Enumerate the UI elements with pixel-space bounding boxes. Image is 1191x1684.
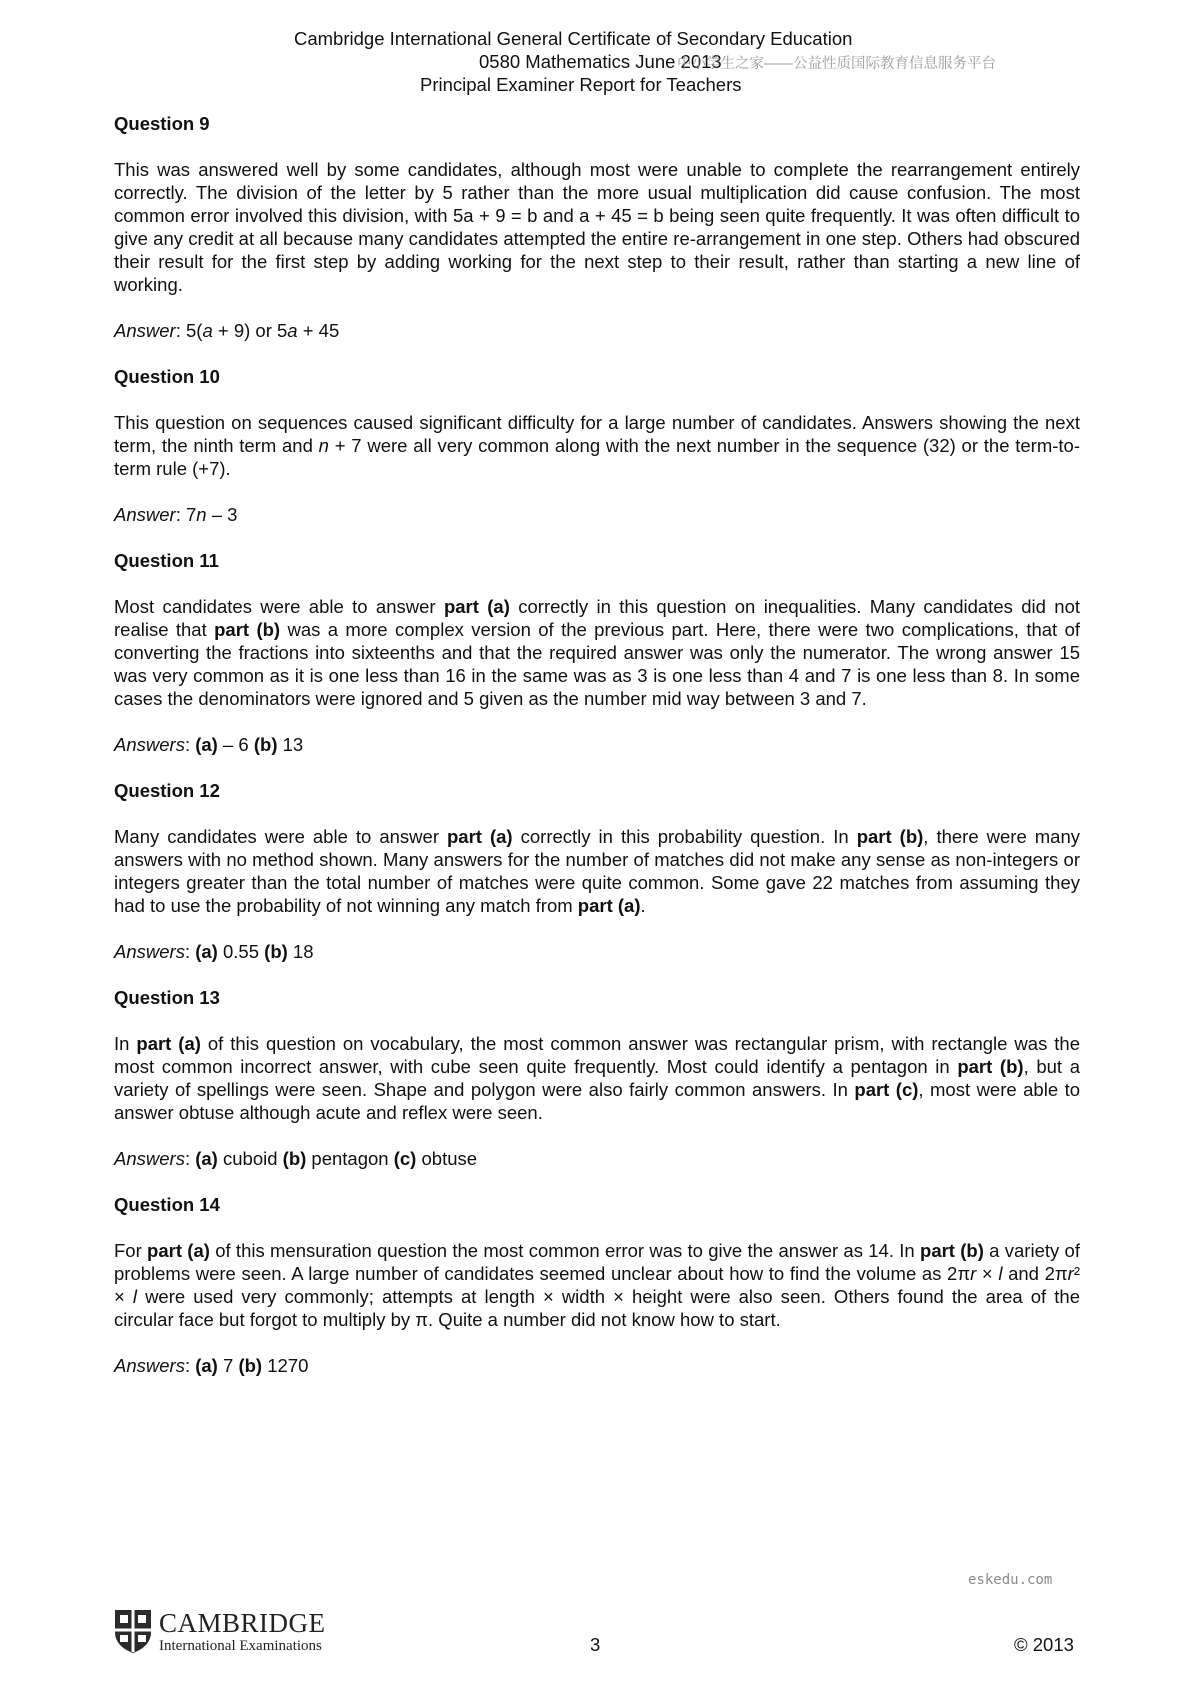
question-commentary	[114, 595, 1080, 710]
answer-label: Answers	[114, 734, 185, 755]
text-run: This was answered well by some candidates, although most were unable to complete the rearrangement entirely correctly. The division of the letter by 5 rather than the more usual multiplication did cause confusion. The most common error involved this division, with 5a + 9 = b and a + 45 = b being seen quite frequently. It was often difficult to give any credit at all because many candidates attempted the entire re-arrangement in one step. Others had obscured their result for the first step by adding working for the next step to their result, rather than starting a new line of working.	[114, 159, 1080, 295]
bold-run: (a)	[195, 734, 218, 755]
question-commentary	[114, 1032, 1080, 1124]
bold-run: (b)	[264, 941, 288, 962]
text-run: of this mensuration question the most common error was to give the answer as 14. In	[209, 1240, 921, 1261]
answer-line	[114, 1147, 1080, 1170]
text-run: ² ×	[114, 1263, 1080, 1307]
answer-label: Answers	[114, 1355, 185, 1376]
bold-run: part (a)	[577, 895, 641, 916]
italic-run: n	[196, 504, 207, 525]
bold-run: part (b)	[214, 619, 281, 640]
italic-run: l	[132, 1286, 137, 1307]
italic-run: a	[202, 320, 213, 341]
text-run: cuboid	[217, 1148, 283, 1169]
question-commentary	[114, 158, 1080, 296]
bold-run: part (a)	[147, 1240, 210, 1261]
text-run: 0.55	[217, 941, 265, 962]
answer-line	[114, 733, 1080, 756]
italic-run: l	[998, 1263, 1003, 1284]
text-run: 18	[287, 941, 314, 962]
bold-run: part (a)	[447, 826, 513, 847]
question-section	[114, 1193, 1080, 1377]
bold-run: part (b)	[856, 826, 924, 847]
text-run: .	[640, 895, 646, 916]
text-run: a variety of problems were seen. A large number of candidates seemed unclear about how to find the volume as 2π	[114, 1240, 1080, 1284]
text-run: In	[114, 1033, 137, 1054]
text-run: – 6	[217, 734, 254, 755]
source-watermark: eskedu.com	[968, 1572, 1053, 1588]
text-run: , but a variety of spellings were seen. Shape and polygon were also fairly common answers. In	[114, 1056, 1080, 1100]
watermark-text: 中小学生之家——公益性质国际教育信息服务平台	[677, 56, 996, 72]
italic-run: r	[1067, 1263, 1074, 1284]
question-section	[114, 549, 1080, 756]
italic-run: r	[970, 1263, 977, 1284]
answer-colon: :	[184, 1148, 196, 1169]
answer-colon: :	[184, 1355, 196, 1376]
text-run: 1270	[262, 1355, 309, 1376]
answer-line	[114, 319, 1080, 342]
text-run: of this question on vocabulary, the most common answer was rectangular prism, with rectangle was the most common incorrect answer, with cube seen quite frequently. Most could identify a pentagon in	[114, 1033, 1080, 1077]
bold-run: (b)	[282, 1148, 307, 1169]
text-run: + 7 were all very common along with the next number in the sequence (32) or the term-to-term rule (+7).	[114, 435, 1080, 479]
question-section	[114, 779, 1080, 963]
text-run: pentagon	[306, 1148, 394, 1169]
text-run: ×	[976, 1263, 999, 1284]
header-line-syllabus: 0580 Mathematics June 2013	[479, 51, 722, 72]
header-line-report: Principal Examiner Report for Teachers	[420, 74, 742, 95]
text-run: correctly in this question on inequalities. Many candidates did not realise that	[114, 596, 1081, 640]
text-run: – 3	[206, 504, 238, 525]
answer-label: Answer	[114, 504, 176, 525]
text-run: 7	[185, 504, 197, 525]
answer-line	[114, 503, 1080, 526]
question-commentary	[114, 411, 1080, 480]
answer-label: Answers	[114, 1148, 185, 1169]
logo-subtitle: International Examinations	[159, 1638, 322, 1654]
bold-run: (b)	[253, 734, 278, 755]
question-title: Question 14	[114, 1194, 220, 1215]
text-run: correctly in this probability question. In	[512, 826, 857, 847]
bold-run: (a)	[195, 1148, 218, 1169]
text-run: + 45	[297, 320, 340, 341]
text-run: + 9) or 5	[212, 320, 288, 341]
logo-name: CAMBRIDGE	[159, 1608, 326, 1638]
copyright: © 2013	[1014, 1634, 1074, 1655]
report-body	[114, 112, 1080, 1400]
answer-label: Answer	[114, 320, 176, 341]
italic-run: a	[287, 320, 298, 341]
answer-line	[114, 1354, 1080, 1377]
text-run: obtuse	[416, 1148, 478, 1169]
question-section	[114, 112, 1080, 342]
text-run: 13	[277, 734, 304, 755]
answer-line	[114, 940, 1080, 963]
text-run: were used very commonly; attempts at length × width × height were also seen. Others found the area of the circular face but forgot to multiply by π. Quite a number did not know how to start.	[114, 1286, 1080, 1330]
question-section	[114, 986, 1080, 1170]
bold-run: (a)	[195, 1355, 218, 1376]
bold-run: (b)	[238, 1355, 263, 1376]
page-header	[0, 27, 1191, 99]
question-title: Question 11	[114, 550, 219, 571]
question-title: Question 9	[114, 113, 210, 134]
question-section	[114, 365, 1080, 526]
header-line-qualification: Cambridge International General Certificate of Secondary Education	[294, 28, 853, 49]
bold-run: part (b)	[920, 1240, 984, 1261]
bold-run: (a)	[195, 941, 218, 962]
bold-run: part (b)	[957, 1056, 1024, 1077]
question-commentary	[114, 1239, 1080, 1331]
text-run: For	[114, 1240, 148, 1261]
answer-colon: :	[184, 941, 196, 962]
answer-colon: :	[175, 320, 186, 341]
cambridge-logo	[113, 1608, 353, 1654]
text-run: was a more complex version of the previous part. Here, there were two complications, that of converting the fractions into sixteenths and that the required answer was only the numerator. The wrong answer 15 was very common as it is one less than 16 in the same was as 3 is one less than 4 and 7 is one less than 8. In some cases the denominators were ignored and 5 given as the number mid way between 3 and 7.	[114, 619, 1080, 709]
italic-run: n	[318, 435, 329, 456]
question-title: Question 10	[114, 366, 220, 387]
text-run: Most candidates were able to answer	[114, 596, 444, 617]
answer-label: Answers	[114, 941, 185, 962]
text-run: 7	[217, 1355, 239, 1376]
page-number: 3	[590, 1634, 601, 1655]
text-run: and 2π	[1002, 1263, 1068, 1284]
text-run: , most were able to answer obtuse although acute and reflex were seen.	[114, 1079, 1081, 1123]
text-run: 5(	[185, 320, 203, 341]
answer-colon: :	[184, 734, 196, 755]
text-run: , there were many answers with no method shown. Many answers for the number of matches did not make any sense as non-integers or integers greater than the total number of matches were quite common. Some gave 22 matches from assuming they had to use the probability of not winning any match from	[114, 826, 1081, 916]
text-run: This question on sequences caused significant difficulty for a large number of candidates. Answers showing the next term, the ninth term and	[114, 412, 1080, 456]
question-title: Question 12	[114, 780, 220, 801]
bold-run: part (a)	[136, 1033, 201, 1054]
question-commentary	[114, 825, 1080, 917]
bold-run: part (a)	[443, 596, 510, 617]
bold-run: (c)	[393, 1148, 417, 1169]
bold-run: part (c)	[854, 1079, 919, 1100]
crest-icon	[113, 1608, 153, 1654]
text-run: Many candidates were able to answer	[114, 826, 447, 847]
answer-colon: :	[175, 504, 186, 525]
question-title: Question 13	[114, 987, 220, 1008]
